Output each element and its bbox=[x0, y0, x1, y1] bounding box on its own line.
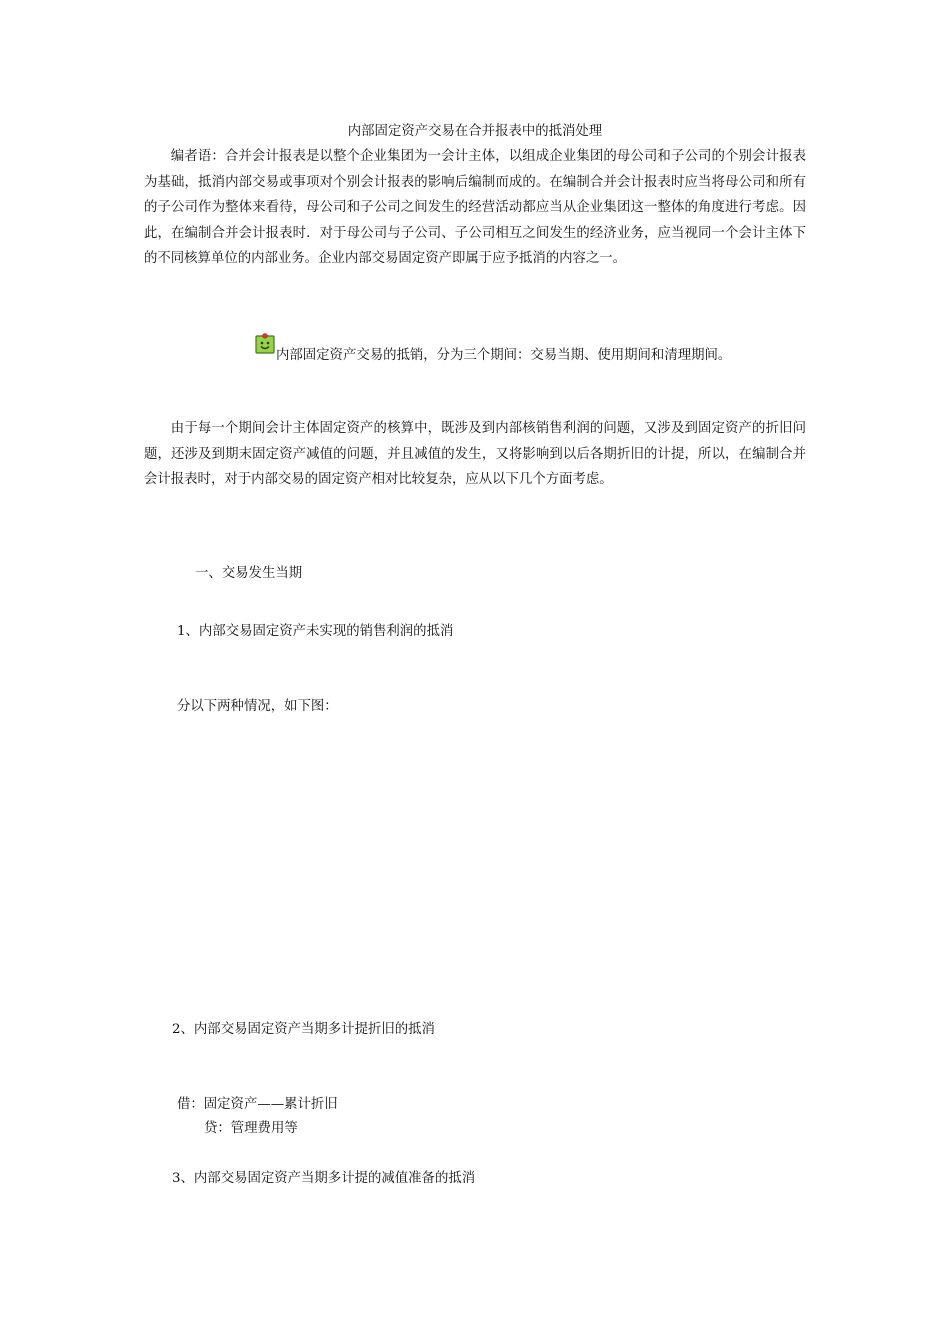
smiley-note-icon bbox=[255, 333, 275, 354]
credit-entry: 贷：管理费用等 bbox=[204, 1121, 298, 1136]
item-2-heading: 2、内部交易固定资产当期多计提折旧的抵消 bbox=[172, 1022, 435, 1037]
reason-paragraph: 由于每一个期间会计主体固定资产的核算中，既涉及到内部核销售利润的问题，又涉及到固定资产的折旧问题，还涉及到期末固定资产减值的问题，并且减值的发生，又将影响到以后各期折旧的计提，所以，在编制合并会计报表时，对于内部交易的固定资产相对比较复杂，应从以下几个方面考虑。 bbox=[144, 421, 806, 488]
item-1-heading: 1、内部交易固定资产未实现的销售利润的抵消 bbox=[177, 624, 454, 639]
intro-paragraph: 编者语：合并会计报表是以整个企业集团为一会计主体，以组成企业集团的母公司和子公司的个别会计报表为基础，抵消内部交易或事项对个别会计报表的影响后编制而成的。在编制合并会计报表时应当将母公司和所有的子公司作为整体来看待，母公司和子公司之间发生的经营活动都应当从企业集团这一整体的角度进行考虑。因此，在编制合并会计报表时．对于母公司与子公司、子公司相互之间发生的经济业务，应当视同一个会计主体下的不同核算单位的内部业务。企业内部交易固定资产即属于应予抵消的内容之一。 bbox=[144, 149, 806, 267]
document-title: 内部固定资产交易在合并报表中的抵消处理 bbox=[347, 124, 603, 139]
item-3-heading: 3、内部交易固定资产当期多计提的减值准备的抵消 bbox=[172, 1171, 476, 1186]
debit-entry: 借：固定资产——累计折旧 bbox=[177, 1097, 338, 1112]
section-heading-1: 一、交易发生当期 bbox=[195, 566, 303, 581]
periods-line: 内部固定资产交易的抵销，分为三个期间：交易当期、使用期间和清理期间。 bbox=[276, 348, 732, 363]
cases-line: 分以下两种情况，如下图： bbox=[177, 699, 338, 714]
